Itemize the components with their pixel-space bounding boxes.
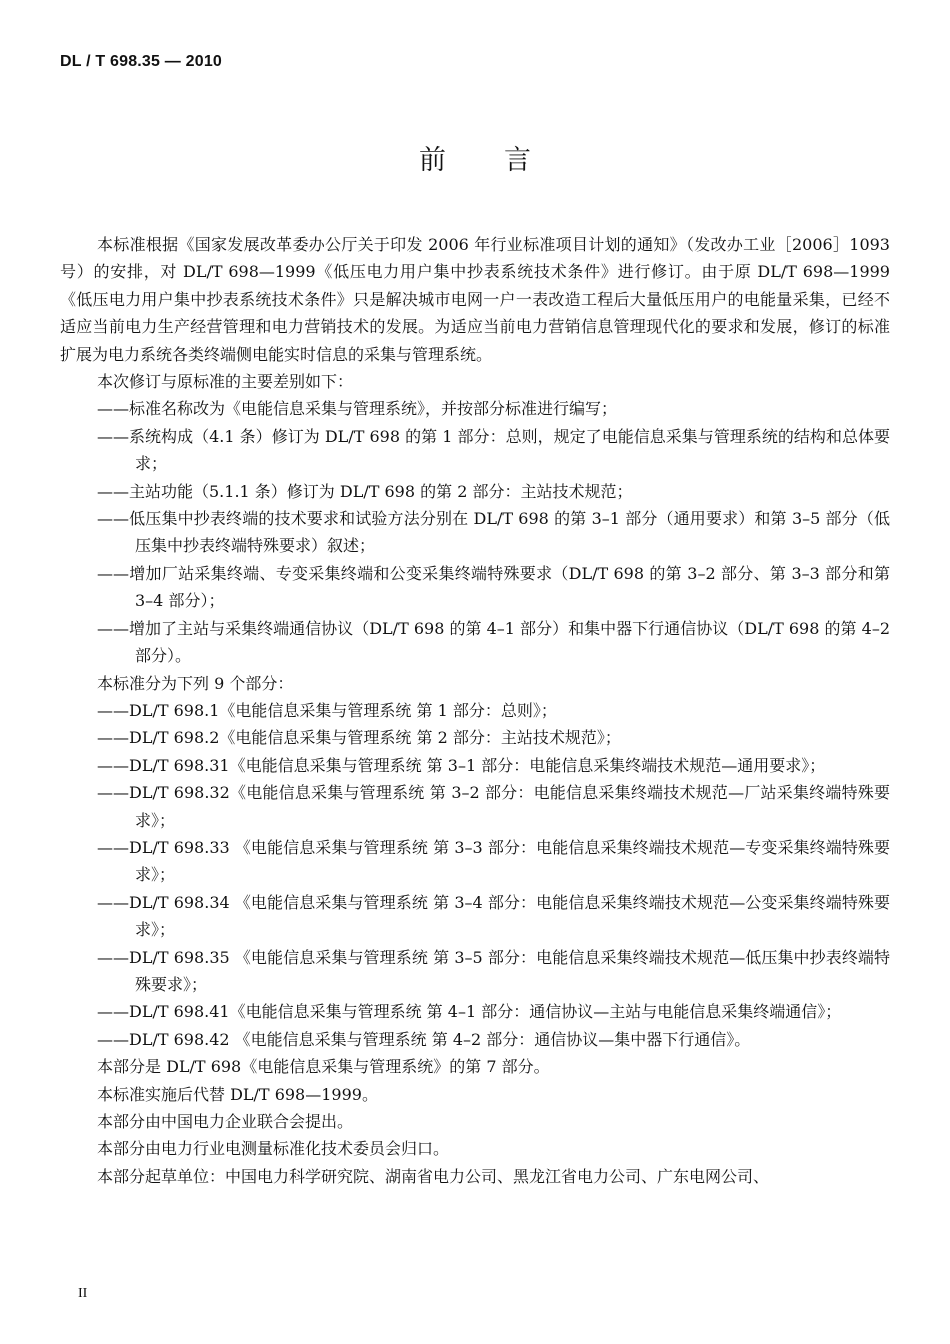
list-item: ——增加了主站与采集终端通信协议（DL/T 698 的第 4–1 部分）和集中器下行通信协议（DL/T 698 的第 4–2 部分）。 (97, 618, 890, 666)
page-title: 前言 (419, 145, 589, 176)
list-item: ——标准名称改为《电能信息采集与管理系统》，并按部分标准进行编写； (97, 399, 618, 419)
list-item: ——DL/T 698.34 《电能信息采集与管理系统 第 3–4 部分：电能信息采集终端技术规范—公变采集终端特殊要求》； (97, 892, 890, 940)
list-item: ——增加厂站采集终端、专变采集终端和公变采集终端特殊要求（DL/T 698 的第 3–2 部分、第 3–3 部分和第 3–4 部分）； (97, 563, 890, 611)
list-item: ——DL/T 698.42 《电能信息采集与管理系统 第 4–2 部分：通信协议—集中器下行通信》。 (97, 1029, 751, 1049)
list-item: ——DL/T 698.31《电能信息采集与管理系统 第 3–1 部分：电能信息采集终端技术规范—通用要求》； (97, 755, 826, 775)
list-item: ——系统构成（4.1 条）修订为 DL/T 698 的第 1 部分：总则，规定了电能信息采集与管理系统的结构和总体要求； (97, 426, 890, 474)
parts-intro: 本标准分为下列 9 个部分： (97, 673, 294, 693)
list-item: ——DL/T 698.41《电能信息采集与管理系统 第 4–1 部分：通信协议—主站与电能信息采集终端通信》； (97, 1002, 842, 1022)
list-item: ——DL/T 698.1《电能信息采集与管理系统 第 1 部分：总则》； (97, 700, 557, 720)
changes-list (60, 395, 890, 669)
closing-line: 本标准实施后代替 DL/T 698—1999。 (97, 1084, 378, 1104)
list-item: ——低压集中抄表终端的技术要求和试验方法分别在 DL/T 698 的第 3–1 部分（通用要求）和第 3–5 部分（低压集中抄表终端特殊要求）叙述； (97, 509, 890, 556)
list-item: ——DL/T 698.2《电能信息采集与管理系统 第 2 部分：主站技术规范》； (97, 728, 621, 748)
closing-line: 本部分是 DL/T 698《电能信息采集与管理系统》的第 7 部分。 (97, 1057, 550, 1077)
list-item: ——DL/T 698.32《电能信息采集与管理系统 第 3–2 部分：电能信息采集终端技术规范—厂站采集终端特殊要求》； (97, 783, 890, 830)
parts-list (60, 697, 890, 1053)
closing-line: 本部分起草单位：中国电力科学研究院、湖南省电力公司、黑龙江省电力公司、广东电网公司、 (97, 1166, 770, 1186)
changes-intro: 本次修订与原标准的主要差别如下： (97, 372, 354, 392)
list-item: ——DL/T 698.33 《电能信息采集与管理系统 第 3–3 部分：电能信息采集终端技术规范—专变采集终端特殊要求》； (97, 837, 890, 885)
document-number: DL / T 698.35 — 2010 (60, 53, 223, 70)
list-item: ——主站功能（5.1.1 条）修订为 DL/T 698 的第 2 部分：主站技术规范； (97, 481, 633, 501)
page-number: II (78, 1286, 88, 1301)
intro-paragraph: 本标准根据《国家发展改革委办公厅关于印发 2006 年行业标准项目计划的通知》（发改办工业［2006］1093 号）的安排，对 DL/T 698—1999《低压电力用户集中抄表系统技术条件》进行修订。由于原 DL/T 698—1999《低压电力用户集中抄表系统技术条件》只是解决城市电网一户一表改造工程后大量低压用户的电能量采集，已经不适应当前电力生产经营管理和电力营销技术的发展。为适应当前电力营销信息管理现代化的要求和发展，修订的标准扩展为电力系统各类终端侧电能实时信息的采集与管理系统。 (60, 235, 890, 364)
closing-line: 本部分由中国电力企业联合会提出。 (97, 1112, 354, 1131)
document-body (60, 231, 890, 1190)
closing-line: 本部分由电力行业电测量标准化技术委员会归口。 (97, 1139, 450, 1159)
list-item: ——DL/T 698.35 《电能信息采集与管理系统 第 3–5 部分：电能信息采集终端技术规范—低压集中抄表终端特殊要求》； (97, 947, 890, 994)
